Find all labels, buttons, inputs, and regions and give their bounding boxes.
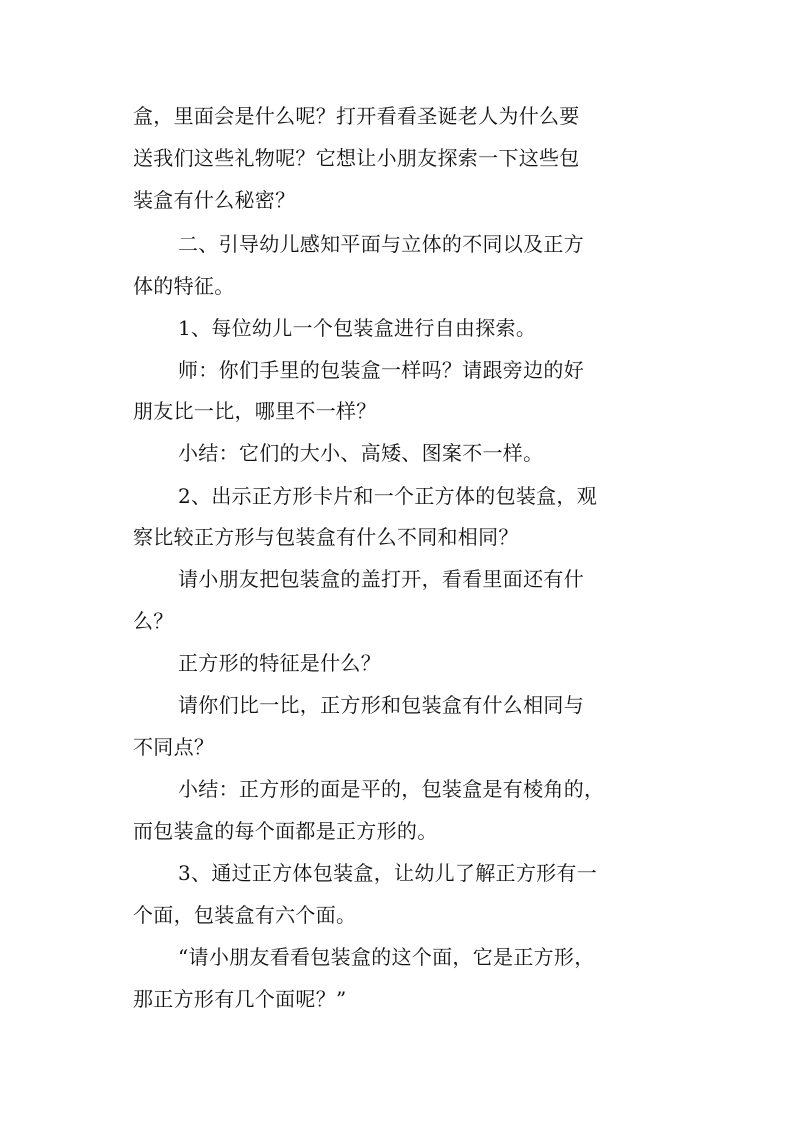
text-line: 1、每位幼儿一个包装盒进行自由探索。 — [178, 316, 537, 340]
text-line: 盒，里面会是什么呢？打开看看圣诞老人为什么要 — [133, 104, 580, 128]
text-line: 师：你们手里的包装盒一样吗？请跟旁边的好 — [178, 358, 584, 382]
text-line: 而包装盒的每个面都是正方形的。 — [133, 819, 438, 843]
text-line: 送我们这些礼物呢？它想让小朋友探索一下这些包 — [133, 146, 580, 170]
text-line: 个面，包装盒有六个面。 — [133, 903, 357, 927]
text-line: 2、出示正方形卡片和一个正方体的包装盒，观 — [178, 484, 598, 508]
text-line: 3、通过正方体包装盒，让幼儿了解正方形有一 — [178, 861, 598, 885]
text-line: 不同点？ — [133, 735, 215, 759]
text-line: “请小朋友看看包装盒的这个面，它是正方形， — [178, 945, 595, 969]
text-line: 装盒有什么秘密？ — [133, 188, 296, 212]
text-line: 请你们比一比，正方形和包装盒有什么相同与 — [178, 693, 584, 717]
text-line: 察比较正方形与包装盒有什么不同和相同？ — [133, 525, 519, 549]
text-line: 二、引导幼儿感知平面与立体的不同以及正方 — [178, 232, 584, 256]
text-line: 么？ — [133, 609, 174, 633]
text-line: 请小朋友把包装盒的盖打开，看看里面还有什 — [178, 567, 584, 591]
text-line: 小结：正方形的面是平的，包装盒是有棱角的， — [178, 777, 605, 801]
text-line: 朋友比一比，哪里不一样？ — [133, 399, 377, 423]
text-line: 那正方形有几个面呢？” — [133, 987, 347, 1011]
text-line: 体的特征。 — [133, 274, 235, 298]
text-line: 正方形的特征是什么？ — [178, 651, 381, 675]
text-line: 小结：它们的大小、高矮、图案不一样。 — [178, 441, 544, 465]
